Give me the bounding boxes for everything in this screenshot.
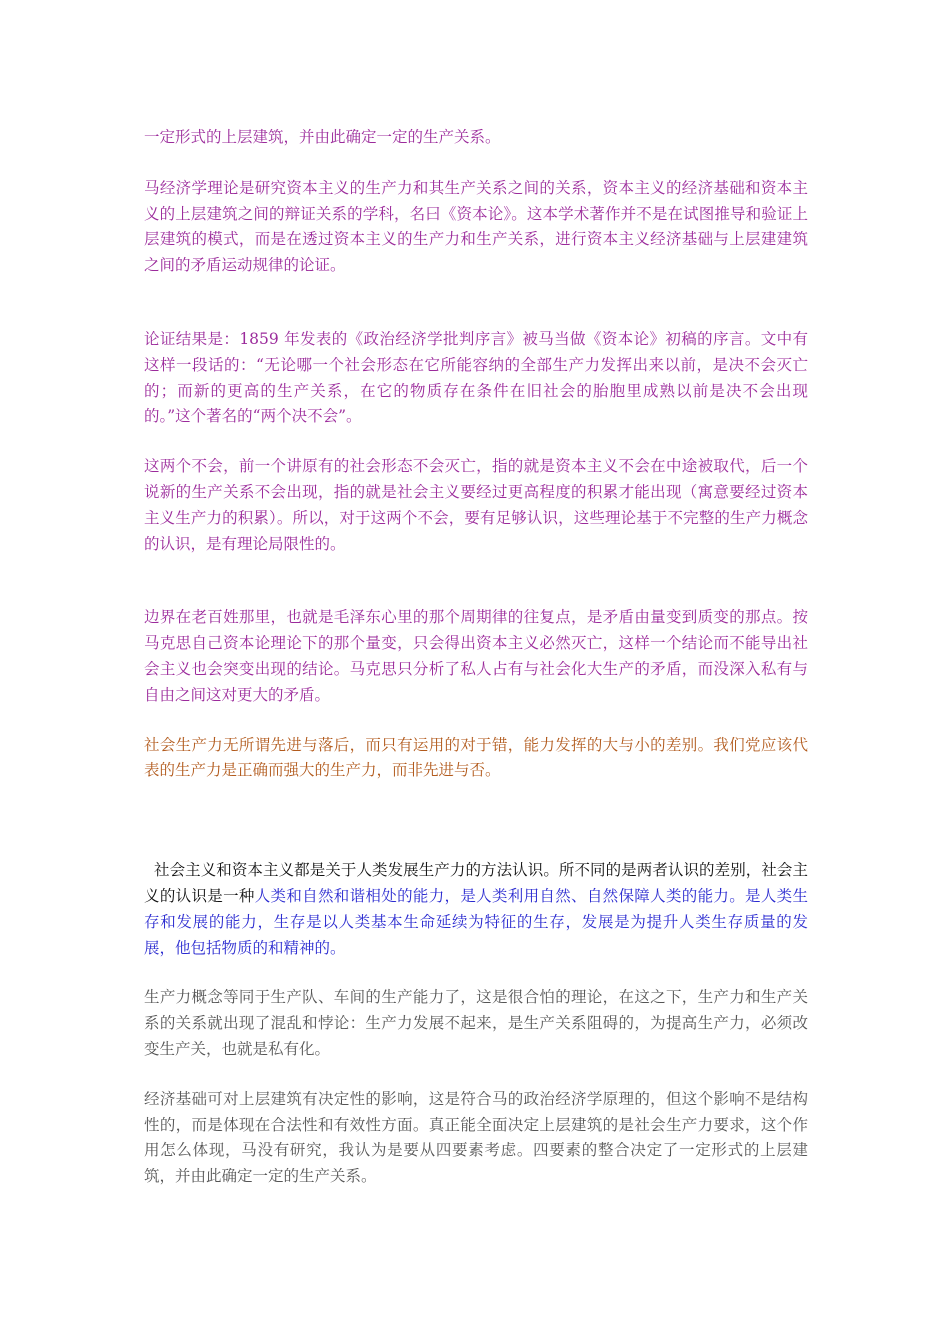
paragraph-6: 社会生产力无所谓先进与落后，而只有运用的对于错，能力发挥的大与小的差别。我们党应该代表的生产力是正确而强大的生产力，而非先进与否。 xyxy=(144,735,808,780)
paragraph-9: 经济基础可对上层建筑有决定性的影响，这是符合马的政治经济学原理的，但这个影响不是结构性的，而是体现在合法性和有效性方面。真正能全面决定上层建筑的是社会生产力要求，这个作用怎么体现，马没有研究，我认为是要从四要素考虑。四要素的整合决定了一定形式的上层建筑，并由此确定一定的生产关系。 xyxy=(144,1089,808,1186)
document-page xyxy=(144,125,808,1190)
paragraph-8: 生产力概念等同于生产队、车间的生产能力了，这是很合怕的理论，在这之下，生产力和生产关系的关系就出现了混乱和悖论：生产力发展不起来，是生产关系阻碍的，为提高生产力，必须改变生产关，也就是私有化。 xyxy=(144,988,808,1058)
paragraph-7-highlight: 人类和自然和谐相处的能力，是人类利用自然、自然保障人类的能力。是人类生存和发展的能力，生存是以人类基本生命延续为特征的生存，发展是为提升人类生存质量的发展，他包括物质的和精神的。 xyxy=(144,886,808,957)
paragraph-4: 这两个不会，前一个讲原有的社会形态不会灭亡，指的就是资本主义不会在中途被取代，后一个说新的生产关系不会出现，指的就是社会主义要经过更高程度的积累才能出现（寓意要经过资本主义生产力的积累）。所以，对于这两个不会，要有足够认识，这些理论基于不完整的生产力概念的认识，是有理论局限性的。 xyxy=(144,457,808,553)
paragraph-2: 马经济学理论是研究资本主义的生产力和其生产关系之间的关系，资本主义的经济基础和资本主义的上层建筑之间的辩证关系的学科，名曰《资本论》。这本学术著作并不是在试图推导和验证上层建筑的模式，而是在透过资本主义的生产力和生产关系，进行资本主义经济基础与上层建建筑之间的矛盾运动规律的论证。 xyxy=(144,178,808,275)
paragraph-3: 论证结果是：1859 年发表的《政治经济学批判序言》被马当做《资本论》初稿的序言。文中有这样一段话的：“无论哪一个社会形态在它所能容纳的全部生产力发挥出来以前，是决不会灭亡的；而新的更高的生产关系，在它的物质存在条件在旧社会的胎胞里成熟以前是决不会出现的。”这个著名的“两个决不会”。 xyxy=(144,329,808,426)
paragraph-7 xyxy=(144,858,808,961)
paragraph-5: 边界在老百姓那里，也就是毛泽东心里的那个周期律的往复点，是矛盾由量变到质变的那点。按马克思自己资本论理论下的那个量变，只会得出资本主义必然灭亡，这样一个结论而不能导出社会主义也会突变出现的结论。马克思只分析了私人占有与社会化大生产的矛盾，而没深入私有与自由之间这对更大的矛盾。 xyxy=(144,608,808,704)
paragraph-1: 一定形式的上层建筑，并由此确定一定的生产关系。 xyxy=(144,128,501,146)
paragraph-7-lead: 社会主义和资本主义都是关于人类发展生产力的方法认识。所不同的是两者认识的差别，社会主义的认识是一种 xyxy=(144,861,808,905)
